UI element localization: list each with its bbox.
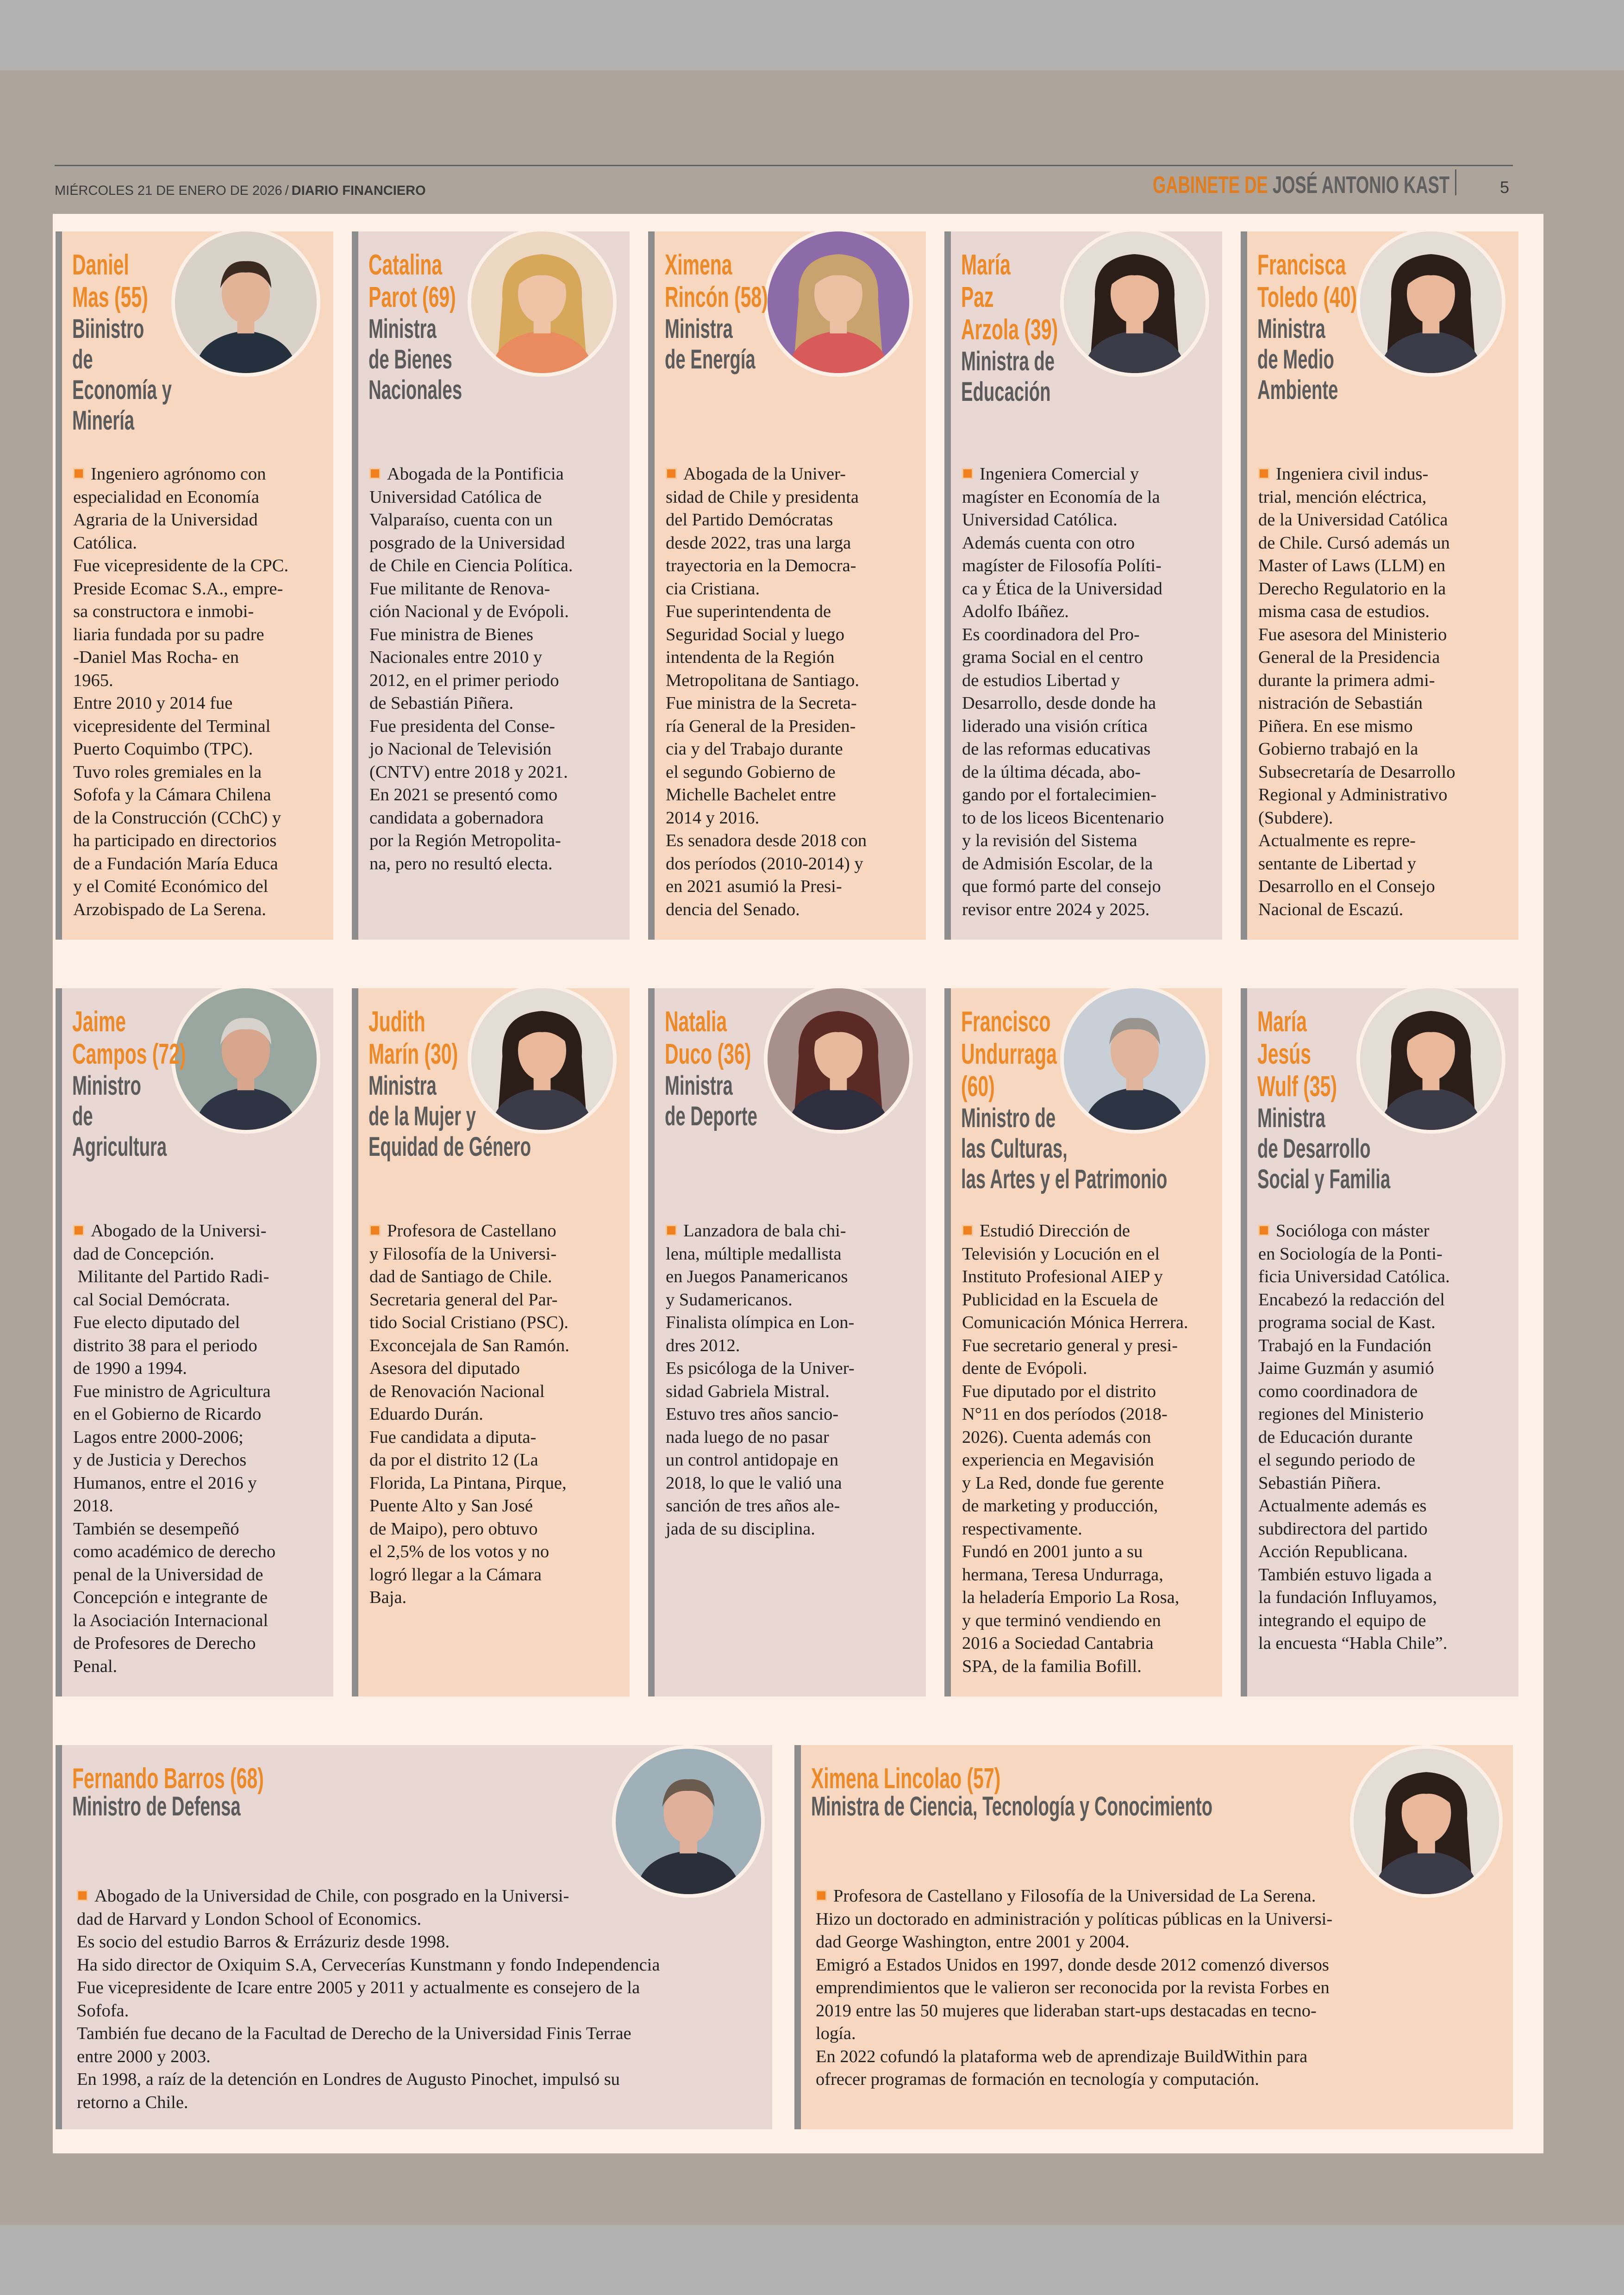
woman-dark-hair-photo bbox=[1356, 228, 1505, 377]
role-line: Social y Familia bbox=[1257, 1164, 1391, 1194]
bullet-icon bbox=[666, 1225, 677, 1236]
minister-role bbox=[369, 1071, 531, 1162]
minister-age: (39) bbox=[1019, 314, 1058, 346]
name-line: Francisco bbox=[961, 1006, 1051, 1038]
woman-dark-hair-photo bbox=[1060, 228, 1209, 377]
minister-bio: Profesora de Castellano y Filosofía de la Universidad de La Serena. Hizo un doctorado en administración y políticas públicas en la Universi- dad George Washington, entre 2001 y 2004. Emigró a Estados Unidos en 1997, donde desde 2012 comenzó diversos emprendimientos que le valieron ser reconocida por la revista Forbes en 2019 entre las 50 mujeres que lideraban start-ups destacadas en tecno- logía. En 2022 cofundó la plataforma web de aprendizaje BuildWithin para ofrecer programas de formación en tecnología y computación. bbox=[816, 1886, 1333, 2089]
minister-name bbox=[369, 1006, 458, 1071]
minister-bio: Estudió Dirección de Televisión y Locución en el Instituto Profesional AIEP y Publicidad en la Escuela de Comunicación Mónica Herrera. Fue secretario general y presi- dente de Evópoli. Fue diputado por el distrito N°11 en dos períodos (2018- 2026). Cuenta además con experiencia en Megavisión y La Red, donde fue gerente de marketing y producción, respectivamente. Fundó en 2001 junto a su hermana, Teresa Undurraga, la heladería Emporio La Rosa, y que terminó vendiendo en 2016 a Sociedad Cantabria SPA, de la familia Bofill. bbox=[962, 1221, 1188, 1676]
minister-role bbox=[1257, 314, 1338, 405]
man-suit-photo bbox=[171, 228, 320, 377]
bullet-icon bbox=[77, 1890, 88, 1901]
minister-name bbox=[665, 249, 768, 314]
name-line: Ximena Lincolao bbox=[811, 1763, 967, 1795]
minister-name bbox=[72, 249, 148, 314]
minister-bio: Abogado de la Universidad de Chile, con posgrado en la Universi- dad de Harvard y London School of Economics. Es socio del estudio Barros & Errázuriz desde 1998. Ha sido director de Oxiquim S.A, Cervecerías Kunstmann y fondo Independencia Fue vicepresidente de Icare entre 2005 y 2011 y actualmente es consejero de la Sofofa. También fue decano de la Facultad de Derecho de la Universidad Finis Terrae entre 2000 y 2003. En 1998, a raíz de la detención en Londres de Augusto Pinochet, impulsó su retorno a Chile. bbox=[77, 1886, 660, 2112]
minister-bio: Socióloga con máster en Sociología de la Ponti- ficia Universidad Católica. Encabezó la redacción del programa social de Kast. Trabajó en la Fundación Jaime Guzmán y asumió como coordinadora de regiones del Ministerio de Educación durante el segundo periodo de Sebastián Piñera. Actualmente además es subdirectora del partido Acción Republicana. También estuvo ligada a la fundación Influyamos, integrando el equipo de la encuesta “Habla Chile”. bbox=[1258, 1221, 1450, 1653]
minister-bio: Ingeniera civil indus- trial, mención eléctrica, de la Universidad Católica de Chile. Cursó además un Master of Laws (LLM) en Derecho Regulatorio en la misma casa de estudios. Fue asesora del Ministerio General de la Presidencia durante la primera admi- nistración de Sebastián Piñera. En ese mismo Gobierno trabajó en la Subsecretaría de Desarrollo Regional y Administrativo (Subdere). Actualmente es repre- sentante de Libertad y Desarrollo en el Consejo Nacional de Escazú. bbox=[1258, 464, 1455, 919]
name-line bbox=[961, 1071, 1057, 1103]
role-line: de bbox=[72, 1101, 93, 1131]
role-line: Ministra de bbox=[961, 346, 1055, 376]
minister-bio: Lanzadora de bala chi- lena, múltiple medallista en Juegos Panamericanos y Sudamericanos. Finalista olímpica en Lon- dres 2012. Es psicóloga de la Univer- sidad Gabriela Mistral. Estuvo tres años sancio- nada luego de no pasar un control antidopaje en 2018, lo que le valió una sanción de tres años ale- jada de su disciplina. bbox=[666, 1221, 855, 1539]
woman-blonde-long-photo bbox=[764, 228, 913, 377]
woman-dark-hair-photo bbox=[1350, 1745, 1503, 1898]
role-line: Educación bbox=[961, 377, 1051, 407]
name-line: Wulf (35) bbox=[1257, 1071, 1337, 1103]
name-line: Toledo (40) bbox=[1257, 281, 1357, 313]
minister-name bbox=[1257, 249, 1357, 314]
minister-age: (68) bbox=[230, 1763, 264, 1795]
minister-name bbox=[369, 249, 456, 314]
minister-role bbox=[961, 346, 1055, 407]
bullet-icon bbox=[666, 468, 677, 479]
name-line: María bbox=[1257, 1006, 1307, 1038]
publication-name: DIARIO FINANCIERO bbox=[291, 183, 426, 198]
portrait-illustration bbox=[768, 988, 909, 1130]
minister-name bbox=[665, 1006, 751, 1071]
dateline-separator: / bbox=[285, 183, 289, 198]
role-line: de Deporte bbox=[665, 1101, 757, 1131]
name-line: María bbox=[961, 249, 1011, 281]
portrait-illustration bbox=[768, 231, 909, 373]
role-line: de Medio bbox=[1257, 344, 1334, 374]
minister-age: (58) bbox=[729, 281, 768, 313]
minister-age: (36) bbox=[712, 1038, 751, 1070]
name-line: Arzola (39) bbox=[961, 314, 1058, 346]
bullet-icon bbox=[369, 1225, 381, 1236]
name-line: Ximena bbox=[665, 249, 732, 281]
portrait-illustration bbox=[1360, 231, 1502, 373]
minister-age: (69) bbox=[417, 281, 456, 313]
minister-bio: Ingeniero agrónomo con especialidad en Economía Agraria de la Universidad Católica. Fue vicepresidente de la CPC. Preside Ecomac S.A., empre- sa constructora e inmobi- liaria fundada por su padre -Daniel Mas Rocha- en 1965. Entre 2010 y 2014 fue vicepresidente del Terminal Puerto Coquimbo (TPC). Tuvo roles gremiales en la Sofofa y la Cámara Chilena de la Construcción (CChC) y ha participado en directorios de a Fundación María Educa y el Comité Económico del Arzobispado de La Serena. bbox=[73, 464, 289, 919]
role-line: Ministra bbox=[1257, 314, 1325, 344]
header-rule bbox=[55, 165, 1513, 166]
name-line: Rincón (58) bbox=[665, 281, 768, 313]
minister-role: Ministra de Ciencia, Tecnología y Conocimiento bbox=[811, 1791, 1213, 1821]
name-line: Catalina bbox=[369, 249, 443, 281]
minister-role: Ministro de Defensa bbox=[72, 1791, 241, 1821]
name-line: Francisca bbox=[1257, 249, 1346, 281]
minister-bio: Abogada de la Pontificia Universidad Católica de Valparaíso, cuenta con un posgrado de la Universidad de Chile en Ciencia Política. Fue militante de Renova- ción Nacional y de Evópoli. Fue ministra de Bienes Nacionales entre 2010 y 2012, en el primer periodo de Sebastián Piñera. Fue presidenta del Conse- jo Nacional de Televisión (CNTV) entre 2018 y 2021. En 2021 se presentó como candidata a gobernadora por la Región Metropolita- na, pero no resultó electa. bbox=[369, 464, 573, 873]
bullet-icon bbox=[816, 1890, 827, 1901]
minister-name bbox=[961, 249, 1058, 346]
bullet-icon bbox=[962, 1225, 973, 1236]
bullet-icon bbox=[1258, 1225, 1269, 1236]
role-line: Ministra bbox=[369, 1071, 437, 1101]
role-line: Minería bbox=[72, 405, 135, 436]
section-title bbox=[1153, 171, 1449, 199]
minister-name bbox=[72, 1763, 264, 1795]
minister-role bbox=[961, 1103, 1167, 1195]
woman-curly-blonde-photo bbox=[468, 228, 617, 377]
bullet-icon bbox=[73, 1225, 84, 1236]
minister-name bbox=[1257, 1006, 1337, 1103]
minister-bio: Abogada de la Univer- sidad de Chile y presidenta del Partido Demócratas desde 2022, tras una larga trayectoria en la Democra- cia Cristiana. Fue superintendenta de Seguridad Social y luego intendenta de la Región Metropolitana de Santiago. Fue ministra de la Secreta- ría General de la Presiden- cia y del Trabajo durante el segundo Gobierno de Michelle Bachelet entre 2014 y 2016. Es senadora desde 2018 con dos períodos (2010-2014) y en 2021 asumió la Presi- dencia del Senado. bbox=[666, 464, 867, 919]
role-line: las Culturas, bbox=[961, 1134, 1068, 1164]
role-line: Economía y bbox=[72, 375, 172, 405]
role-line: de bbox=[72, 344, 93, 374]
section-prefix: GABINETE DE bbox=[1153, 172, 1268, 199]
minister-age: (40) bbox=[1318, 281, 1357, 313]
older-man-glasses-photo bbox=[171, 985, 320, 1134]
minister-role bbox=[1257, 1103, 1390, 1195]
dateline bbox=[55, 183, 426, 199]
name-line: Paz bbox=[961, 281, 994, 313]
bullet-icon bbox=[962, 468, 973, 479]
minister-bio: Profesora de Castellano y Filosofía de la Universi- dad de Santiago de Chile. Secretaria general del Par- tido Social Cristiano (PSC). Exconcejala de San Ramón. Asesora del diputado de Renovación Nacional Eduardo Durán. Fue candidata a diputa- da por el distrito 12 (La Florida, La Pintana, Pirque, Puente Alto y San José de Maipo), pero obtuvo el 2,5% de los votos y no logró llegar a la Cámara Baja. bbox=[369, 1221, 569, 1607]
minister-bio: Ingeniera Comercial y magíster en Economía de la Universidad Católica. Además cuenta con otro magíster de Filosofía Políti- ca y Ética de la Universidad Adolfo Ibáñez. Es coordinadora del Pro- grama Social en el centro de estudios Libertad y Desarrollo, desde donde ha liderado una visión crítica de las reformas educativas de la última década, abo- gando por el fortalecimien- to de los liceos Bicentenario y la revisión del Sistema de Admisión Escolar, de la que formó parte del consejo revisor entre 2024 y 2025. bbox=[962, 464, 1164, 919]
role-line: Ministra bbox=[665, 1071, 733, 1101]
minister-age: (55) bbox=[109, 281, 148, 313]
minister-role bbox=[665, 1071, 757, 1132]
bullet-icon bbox=[369, 468, 381, 479]
section-name: JOSÉ ANTONIO KAST bbox=[1272, 172, 1450, 199]
bullet-icon bbox=[1258, 468, 1269, 479]
name-line: Campos (72) bbox=[72, 1038, 186, 1070]
minister-role bbox=[665, 314, 756, 375]
minister-age: (30) bbox=[419, 1038, 458, 1070]
minister-name bbox=[961, 1006, 1057, 1103]
name-line: Mas (55) bbox=[72, 281, 148, 313]
bullet-icon bbox=[73, 468, 84, 479]
woman-auburn-hair-photo bbox=[764, 985, 913, 1134]
role-line: Ministra bbox=[665, 314, 733, 344]
portrait-illustration bbox=[175, 988, 317, 1130]
portrait-illustration bbox=[175, 231, 317, 373]
name-line: Natalia bbox=[665, 1006, 727, 1038]
portrait-illustration bbox=[471, 231, 613, 373]
minister-role bbox=[72, 314, 172, 436]
role-line: Equidad de Género bbox=[369, 1132, 531, 1162]
role-line: Agricultura bbox=[72, 1132, 167, 1162]
name-line: Judith bbox=[369, 1006, 425, 1038]
minister-age: (35) bbox=[1303, 1071, 1337, 1103]
minister-role bbox=[369, 314, 462, 405]
portrait-illustration bbox=[1064, 231, 1206, 373]
role-line: de la Mujer y bbox=[369, 1101, 476, 1131]
minister-name bbox=[811, 1763, 1000, 1795]
man-glasses-suit-photo bbox=[612, 1745, 765, 1898]
name-line: Fernando Barros bbox=[72, 1763, 231, 1795]
name-line: Undurraga bbox=[961, 1038, 1057, 1070]
role-line: Ministra bbox=[369, 314, 437, 344]
name-line: Daniel bbox=[72, 249, 129, 281]
minister-bio: Abogado de la Universi- dad de Concepción. Militante del Partido Radi- cal Social Demócrata. Fue electo diputado del distrito 38 para el periodo de 1990 a 1994. Fue ministro de Agricultura en el Gobierno de Ricardo Lagos entre 2000-2006; y de Justicia y Derechos Humanos, entre el 2016 y 2018. También se desempeñó como académico de derecho penal de la Universidad de Concepción e integrante de la Asociación Internacional de Profesores de Derecho Penal. bbox=[73, 1221, 276, 1676]
minister-name bbox=[72, 1006, 186, 1071]
minister-age: (60) bbox=[961, 1071, 995, 1103]
minister-role bbox=[72, 1071, 167, 1162]
role-line: Nacionales bbox=[369, 375, 462, 405]
minister-age: (57) bbox=[967, 1763, 1001, 1795]
name-line: Jaime bbox=[72, 1006, 126, 1038]
role-line: Ministro de bbox=[961, 1103, 1056, 1133]
role-line: Biinistro bbox=[72, 314, 144, 344]
role-line: Ambiente bbox=[1257, 375, 1338, 405]
role-line: las Artes y el Patrimonio bbox=[961, 1164, 1168, 1194]
role-line: Ministro bbox=[72, 1071, 141, 1101]
portrait-illustration bbox=[616, 1749, 761, 1894]
name-line: Duco (36) bbox=[665, 1038, 751, 1070]
role-line: de Desarrollo bbox=[1257, 1134, 1371, 1164]
page-number: 5 bbox=[1500, 178, 1510, 197]
role-line: Ministra bbox=[1257, 1103, 1325, 1133]
portrait-illustration bbox=[1354, 1749, 1499, 1894]
role-line: de Bienes bbox=[369, 344, 452, 374]
date: MIÉRCOLES 21 DE ENERO DE 2026 bbox=[55, 183, 282, 198]
header-divider bbox=[1455, 169, 1456, 195]
name-line: Jesús bbox=[1257, 1038, 1312, 1070]
role-line: de Energía bbox=[665, 344, 756, 374]
minister-age: (72) bbox=[147, 1038, 186, 1070]
name-line: Parot (69) bbox=[369, 281, 456, 313]
name-line: Marín (30) bbox=[369, 1038, 458, 1070]
